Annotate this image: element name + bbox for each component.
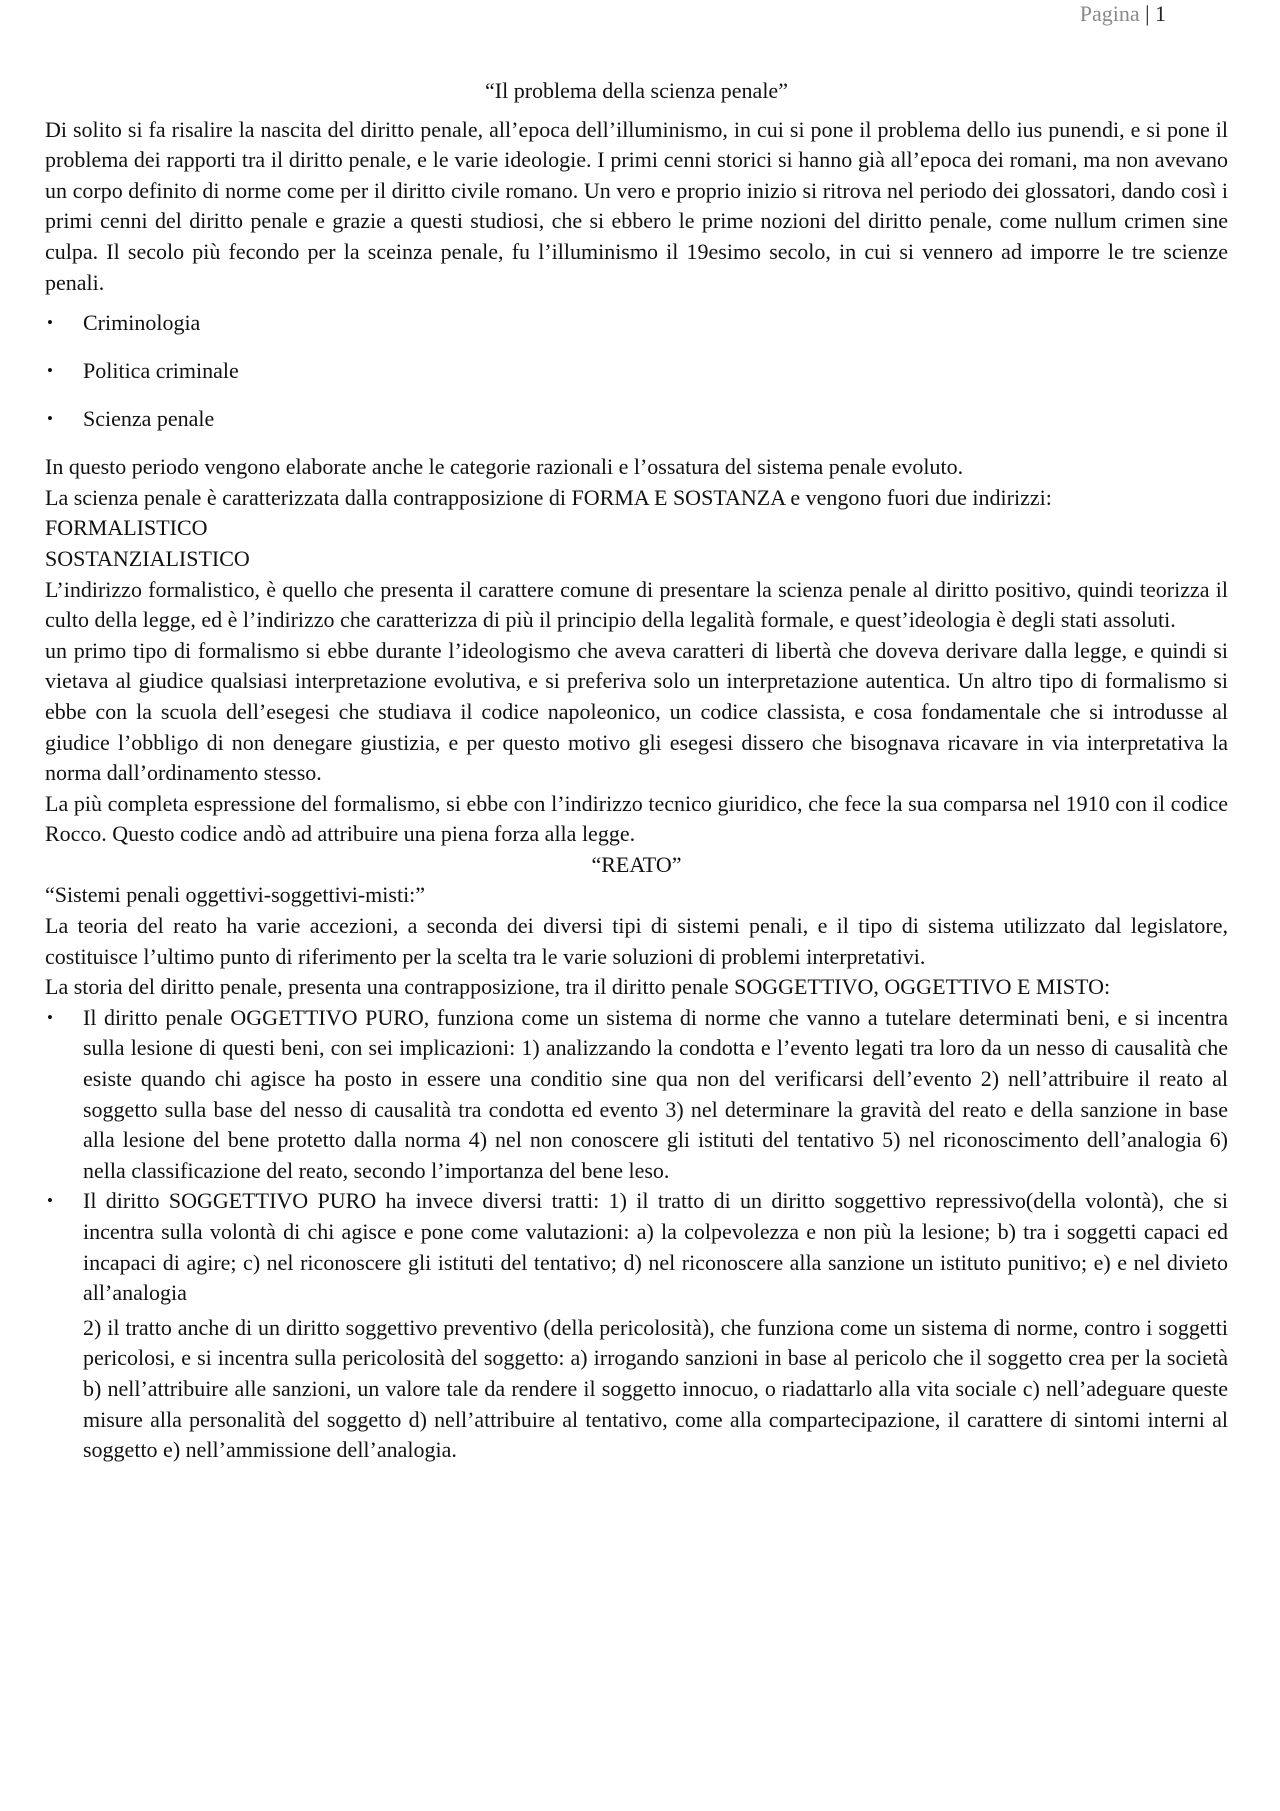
page-label: Pagina — [1079, 1, 1140, 26]
indirizzo-sostanzialistico: SOSTANZIALISTICO — [45, 545, 250, 571]
indirizzo-formalistico: FORMALISTICO — [45, 515, 208, 541]
document-title: “Il problema della scienza penale” — [485, 78, 788, 103]
storia-paragraph: La storia del diritto penale, presenta una contrapposizione, tra il diritto penale SOGGETTIVO, OGGETTIVO E MISTO: — [45, 974, 1111, 1000]
sistemi-heading: “Sistemi penali oggettivi-soggettivi-misti:” — [45, 882, 426, 908]
list-item: • Scienza penale — [45, 404, 1228, 434]
formalismo-completo-paragraph: La più completa espressione del formalismo, si ebbe con l’indirizzo tecnico giuridico, che fece la sua comparsa nel 1910 con il codice Rocco. Questo codice andò ad attribuire una piena forza alla legge. — [45, 790, 1228, 847]
teoria-paragraph: La teoria del reato ha varie accezioni, a seconda dei diversi tipi di sistemi penali, e il tipo di sistema utilizzato dal legislatore, costituisce l’ultimo punto di riferimento per la scelta tra le varie soluzioni di problemi interpretativi. — [45, 913, 1228, 969]
page-header — [1080, 0, 1166, 28]
page-number: 1 — [1155, 1, 1166, 26]
sciences-list — [45, 308, 1228, 434]
list-item: • Politica criminale — [45, 356, 1228, 386]
formalismo-tipi-paragraph: un primo tipo di formalismo si ebbe durante l’ideologismo che aveva caratteri di libertà che doveva derivare dalla legge, e quindi si vietava al giudice qualsiasi interpretazione evolutiva, e si preferiva solo un interpretazione autentica. Un altro tipo di formalismo si ebbe con la scuola dell’esegesi che studiava il codice napoleonico, un codice classista, e cosa fondamentale che si introdusse al giudice l’obbligo di non denegare giustizia, e per questo motivo gli esegesi dissero che bisognava ricavare in via interpretativa la norma dall’ordinamento stesso. — [45, 637, 1228, 786]
formalistico-paragraph: L’indirizzo formalistico, è quello che presenta il carattere comune di presentare la scienza penale al diritto positivo, quindi teorizza il culto della legge, ed è l’indirizzo che caratterizza di più il principio della legalità formale, e quest’ideologia è degli stati assoluti. — [45, 576, 1228, 633]
sistemi-list — [45, 1003, 1228, 1309]
list-item-soggettivo: • Il diritto SOGGETTIVO PURO ha invece diversi tratti: 1) il tratto di un diritto soggettivo repressivo(della volontà), che si incentra sulla volontà di chi agisce e pone come valutazioni: a) la colpevolezza e non più la lesione; b) tra i soggetti capaci ed incapaci di agire; c) nel riconoscere gli istituti del tentativo; d) nel riconoscere alla sanzione un istituto punitivo; e) e nel divieto all’analogia — [45, 1186, 1228, 1308]
soggettivo-preventivo-paragraph: 2) il tratto anche di un diritto soggettivo preventivo (della pericolosità), che funziona come un sistema di norme, contro i soggetti pericolosi, e si incentra sulla pericolosità del soggetto: a) irrogando sanzioni in base al pericolo che il soggetto crea per la società b) nell’attribuire alle sanzioni, un valore tale da rendere il soggetto innocuo, o riadattarlo alla vita sociale c) nell’adeguare queste misure alla personalità del soggetto d) nell’attribuire al tentativo, come alla compartecipazione, il carattere di sintomi interni al soggetto e) nell’ammissione dell’analogia. — [83, 1314, 1228, 1463]
list-item-oggettivo: • Il diritto penale OGGETTIVO PURO, funziona come un sistema di norme che vanno a tutelare determinati beni, e si incentra sulla lesione di questi beni, con sei implicazioni: 1) analizzando la condotta e l’evento legati tra loro da un nesso di causalità che esiste quando chi agisce ha posto in essere una conditio sine qua non del verificarsi dell’evento 2) nell’attribuire il reato al soggetto sulla base del nesso di causalità tra condotta ed evento 3) nel determinare la gravità del reato e della sanzione in base alla lesione del bene protetto dalla norma 4) nel non conoscere gli istituti del tentativo 5) nel riconoscimento dell’analogia 6) nella classificazione del reato, secondo l’importanza del bene leso. — [45, 1003, 1228, 1187]
list-item: • Criminologia — [45, 308, 1228, 338]
period-paragraph: In questo periodo vengono elaborate anche le categorie razionali e l’ossatura del sistema penale evoluto. — [45, 454, 964, 480]
page-separator: | — [1145, 1, 1150, 26]
intro-paragraph: Di solito si fa risalire la nascita del diritto penale, all’epoca dell’illuminismo, in cui si pone il problema dello ius punendi, e si pone il problema dei rapporti tra il diritto penale, e le varie ideologie. I primi cenni storici si hanno già all’epoca dei romani, ma non avevano un corpo definito di norme come per il diritto civile romano. Un vero e proprio inizio si ritrova nel periodo dei glossatori, dando così i primi cenni del diritto penale e grazie a questi studiosi, che si ebbero le prime nozioni del diritto penale, come nullum crimen sine culpa. Il secolo più fecondo per la sceinza penale, fu l’illuminismo il 19esimo secolo, in cui si vennero ad imporre le tre scienze penali. — [45, 116, 1228, 295]
reato-heading: “REATO” — [591, 851, 682, 877]
forma-sostanza-paragraph: La scienza penale è caratterizzata dalla contrapposizione di FORMA E SOSTANZA e vengono fuori due indirizzi: — [45, 484, 1052, 510]
document-body — [45, 76, 1228, 1466]
